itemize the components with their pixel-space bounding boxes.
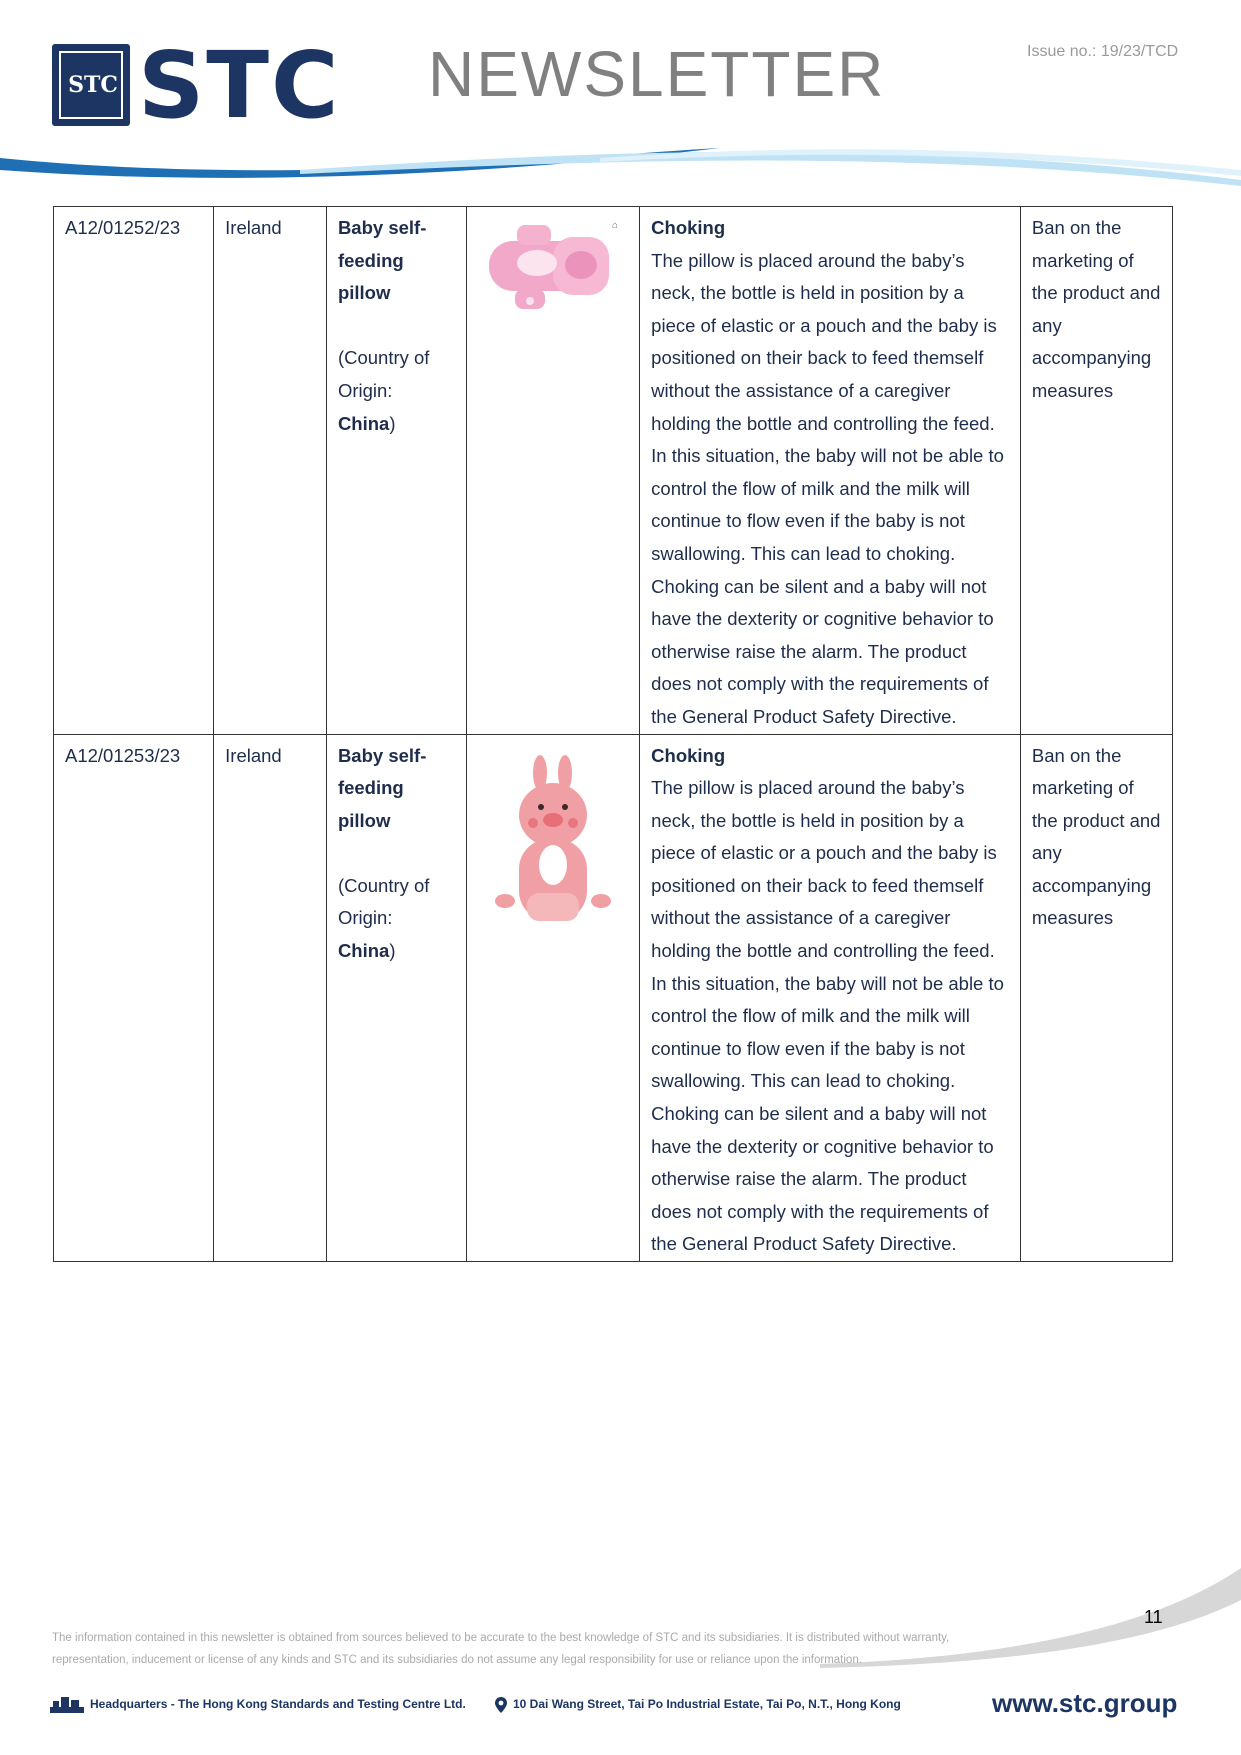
stc-logo: [52, 32, 352, 139]
page-number: 11: [1144, 1607, 1163, 1627]
issue-number: Issue no.: 19/23/TCD: [1027, 43, 1179, 60]
hazard-description: The pillow is placed around the baby’s neck, the bottle is held in position by a piece of elastic or a pouch and the baby is positioned on their back to feed themself without the assistance of a caregiver holding the bottle and controlling the feed. In this situation, the baby will not be able to control the flow of milk and the milk will continue to flow even if the baby is not swallowing. This can lead to choking. Choking can be silent and a baby will not have the dexterity or cognitive behavior to otherwise raise the alarm. The product does not comply with the requirements of the General Product Safety Directive.: [651, 249, 1004, 727]
product-cell: [326, 207, 466, 735]
website-link[interactable]: www.stc.group: [992, 1688, 1178, 1718]
hazard-cell: [640, 207, 1021, 735]
svg-text:⌂: ⌂: [611, 220, 618, 231]
origin-prefix: (Country of Origin:: [337, 347, 430, 401]
newsletter-title: NEWSLETTER: [428, 38, 886, 110]
product-image-cell: [466, 207, 639, 735]
product-image-cell: [466, 734, 639, 1262]
origin-suffix: ): [389, 412, 396, 434]
country-cell: Ireland: [214, 207, 327, 735]
pink-bunny-pillow-image: [467, 735, 639, 955]
headquarters-text: Headquarters - The Hong Kong Standards and Testing Centre Ltd.: [90, 1697, 466, 1712]
measure-cell: Ban on the marketing of the product and any accompanying measures: [1020, 734, 1172, 1262]
disclaimer: The information contained in this newsletter is obtained from sources believed to be accurate to the best knowledge of STC and its subsidiaries. It is distributed without warranty, representation, inducement or license of any kinds and STC and its subsidiaries do not assume any legal responsibility for use or reliance upon the information.: [52, 1632, 950, 1666]
location-pin-icon: [495, 1697, 507, 1713]
stc-logo-mark: [52, 44, 130, 126]
hazard-cell: [640, 734, 1021, 1262]
product-name: Baby self-feeding pillow: [337, 744, 427, 831]
pink-pillow-image: [467, 207, 639, 327]
hazard-description: The pillow is placed around the baby’s neck, the bottle is held in position by a piece of elastic or a pouch and the baby is positioned on their back to feed themself without the assistance of a caregiver holding the bottle and controlling the feed. In this situation, the baby will not be able to control the flow of milk and the milk will continue to flow even if the baby is not swallowing. This can lead to choking. Choking can be silent and a baby will not have the dexterity or cognitive behavior to otherwise raise the alarm. The product does not comply with the requirements of the General Product Safety Directive.: [651, 777, 1004, 1255]
reference-cell: A12/01253/23: [54, 734, 214, 1262]
reference-cell: A12/01252/23: [54, 207, 214, 735]
origin-prefix: (Country of Origin:: [337, 874, 430, 929]
product-cell: [326, 734, 466, 1262]
origin-country: China: [337, 412, 390, 434]
country-cell: Ireland: [214, 734, 327, 1262]
hazard-title: Choking: [651, 744, 726, 766]
measure-cell: Ban on the marketing of the product and any accompanying measures: [1020, 207, 1172, 735]
header-swoosh: [0, 140, 1241, 190]
origin-country: China: [337, 940, 390, 962]
table-row: [54, 207, 1173, 735]
footer-headquarters: [50, 1697, 466, 1713]
footer-address: [495, 1697, 901, 1713]
product-name: Baby self-feeding pillow: [337, 217, 427, 304]
table-row: [54, 734, 1173, 1262]
logo-mark-letters: STC: [68, 72, 118, 98]
origin-suffix: ): [389, 940, 396, 962]
logo-text: STC: [138, 32, 341, 139]
building-icon: [50, 1697, 84, 1713]
address-text: 10 Dai Wang Street, Tai Po Industrial Estate, Tai Po, N.T., Hong Kong: [513, 1697, 901, 1712]
recall-table: [53, 206, 1173, 1262]
hazard-title: Choking: [651, 217, 726, 238]
